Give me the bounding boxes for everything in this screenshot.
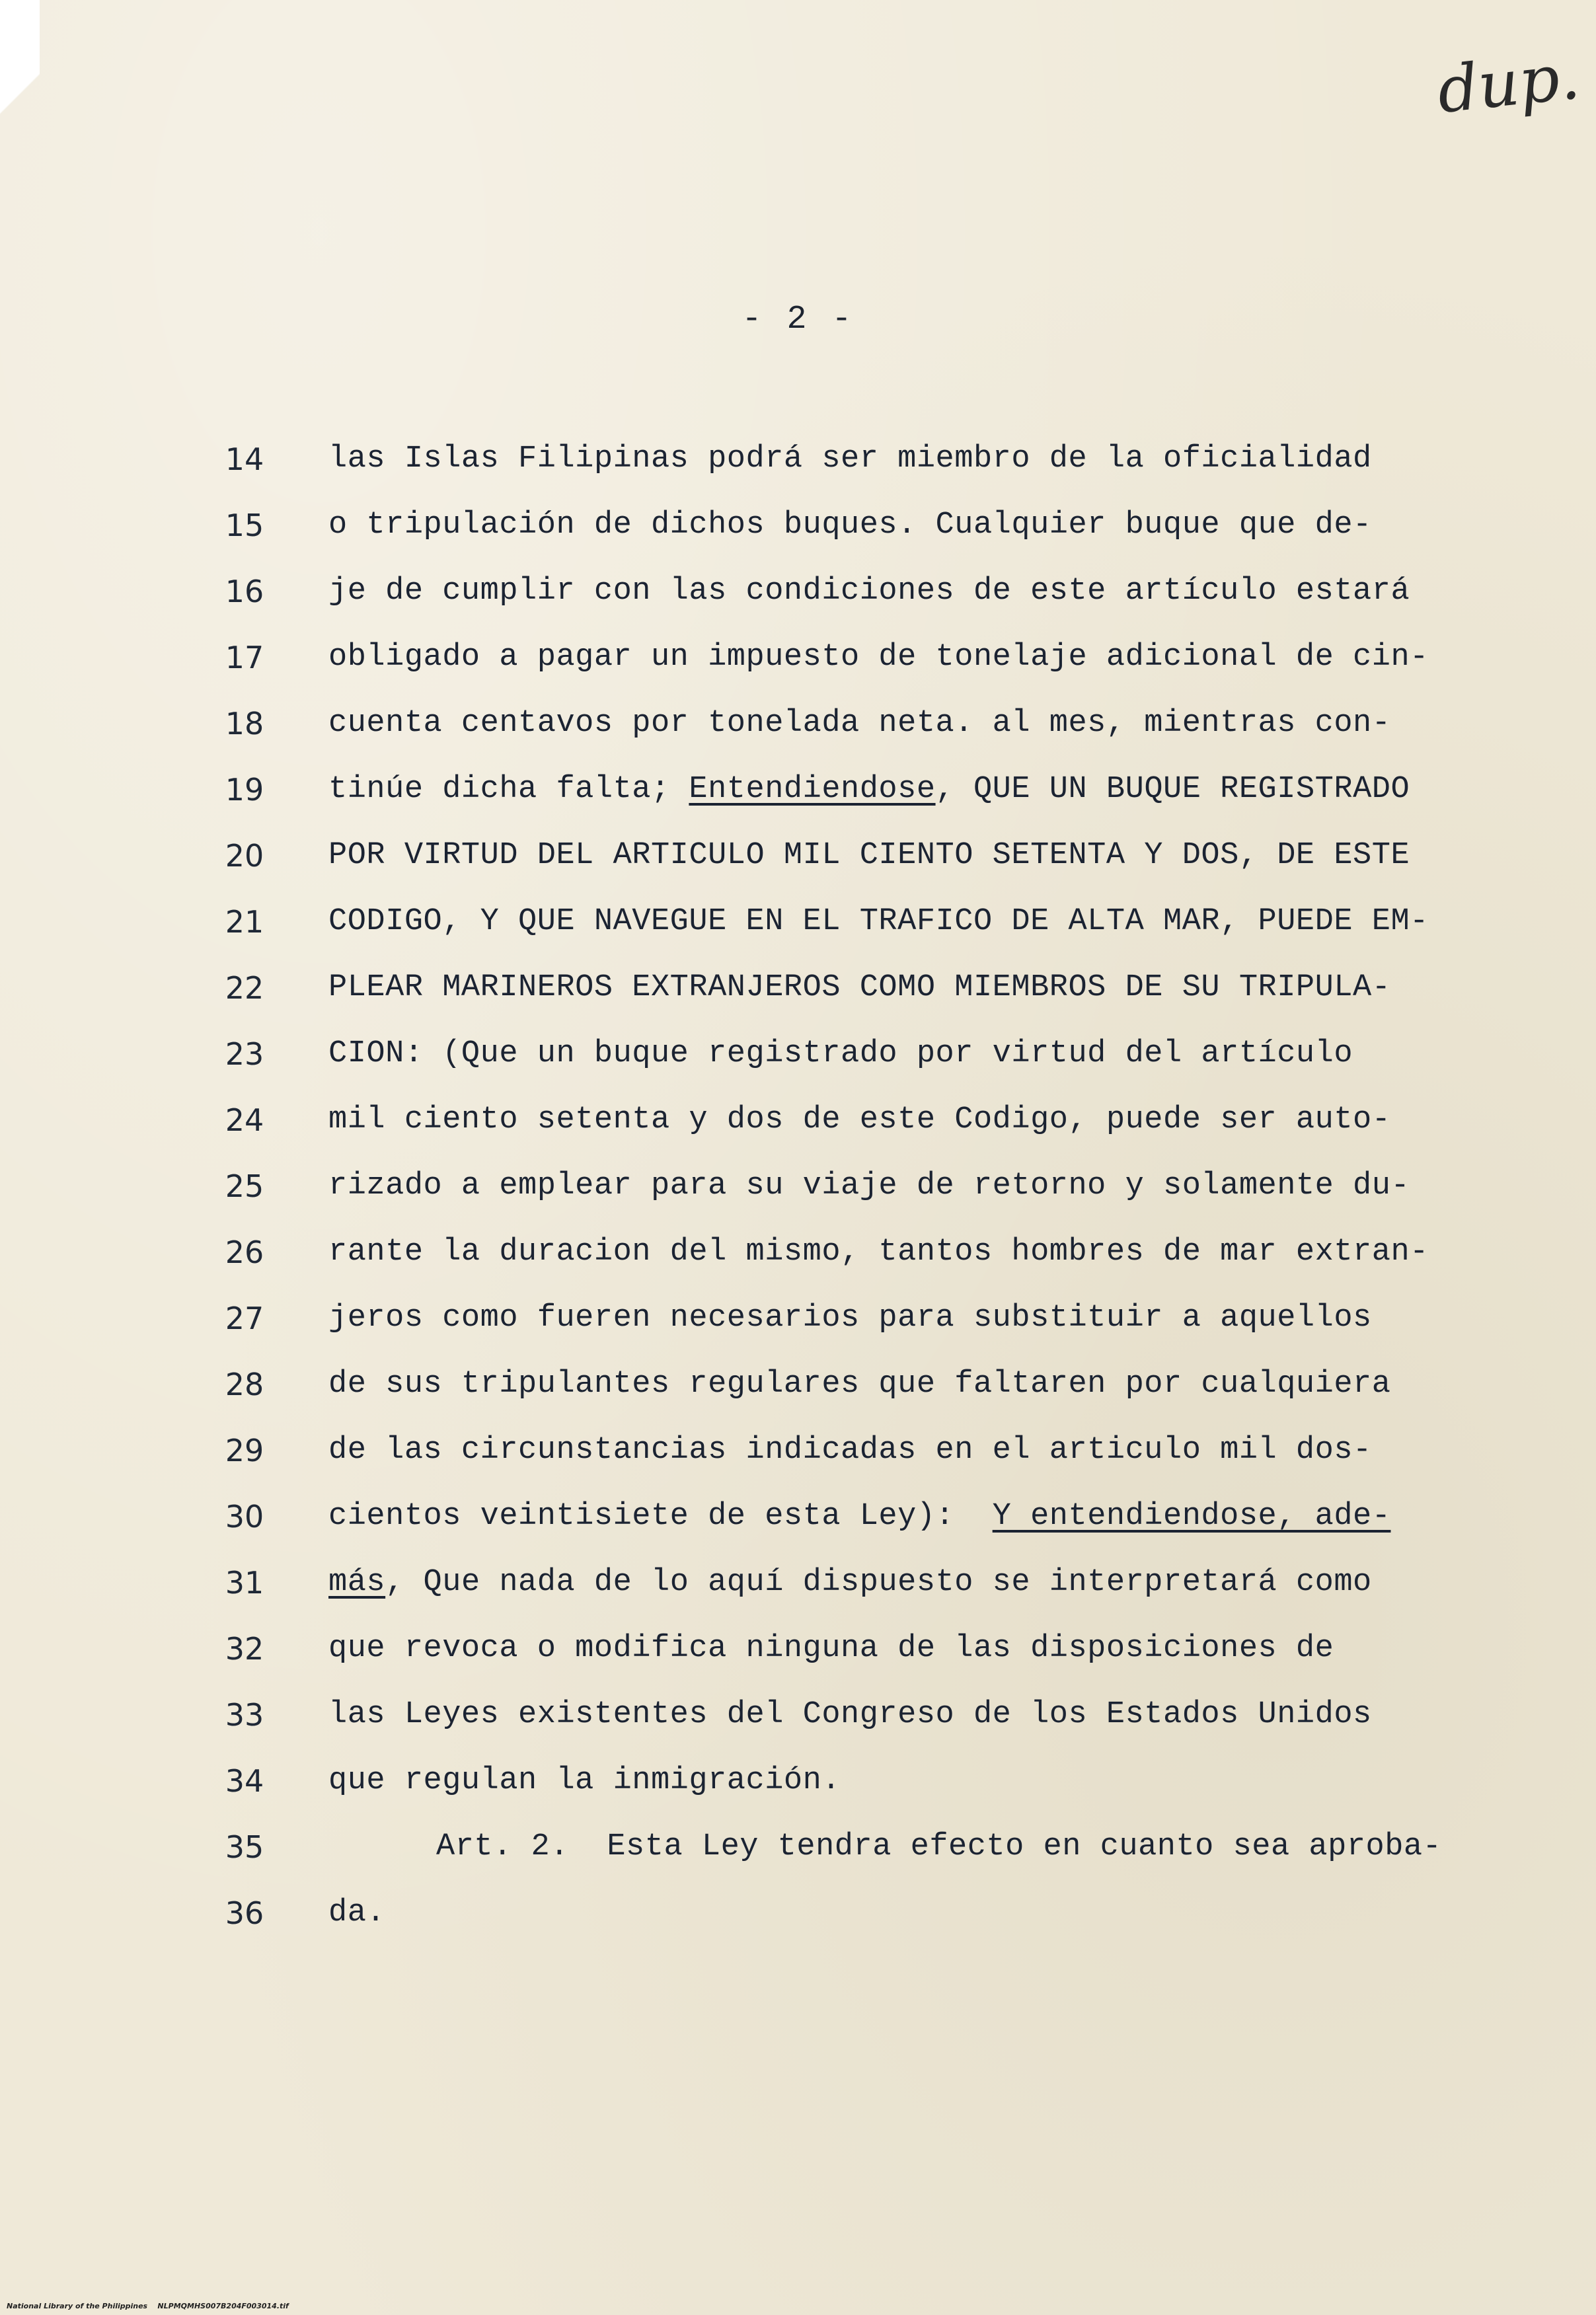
text-line: da. (328, 1895, 386, 1930)
underlined-term: más (328, 1565, 386, 1600)
text-line: de sus tripulantes regulares que faltaren por cualquiera (328, 1367, 1391, 1402)
text-line: Art. 2. Esta Ley tendra efecto en cuanto sea aproba- (436, 1829, 1442, 1864)
text-line: las Islas Filipinas podrá ser miembro de la oficialidad (328, 441, 1372, 476)
text-segment: tinúe dicha falta; (328, 772, 689, 807)
text-line: que revoca o modifica ninguna de las disposiciones de (328, 1631, 1334, 1666)
line-number: 30 (225, 1499, 264, 1535)
line-number: 29 (225, 1433, 264, 1468)
text-segment: cientos veintisiete de esta Ley): (328, 1499, 993, 1534)
text-line: o tripulación de dichos buques. Cualquier buque que de- (328, 508, 1372, 543)
line-number: 31 (225, 1565, 264, 1601)
text-line: CODIGO, Y QUE NAVEGUE EN EL TRAFICO DE ALTA MAR, PUEDE EM- (328, 904, 1429, 939)
line-number: 21 (225, 904, 264, 940)
text-segment: , Que nada de lo aquí dispuesto se interpretará como (385, 1565, 1372, 1600)
text-line: je de cumplir con las condiciones de este artículo estará (328, 574, 1410, 609)
line-number: 20 (225, 838, 264, 874)
text-line: PLEAR MARINEROS EXTRANJEROS COMO MIEMBROS DE SU TRIPULA- (328, 970, 1391, 1005)
page-corner (0, 0, 40, 165)
text-line: obligado a pagar un impuesto de tonelaje adicional de cin- (328, 640, 1429, 675)
text-line: cuenta centavos por tonelada neta. al mes, mientras con- (328, 706, 1391, 741)
line-number: 26 (225, 1234, 264, 1270)
line-number: 28 (225, 1367, 264, 1402)
line-number: 33 (225, 1697, 264, 1733)
text-line: rizado a emplear para su viaje de retorno y solamente du- (328, 1168, 1410, 1203)
line-number: 24 (225, 1102, 264, 1138)
line-number: 34 (225, 1763, 264, 1799)
line-number: 25 (225, 1168, 264, 1204)
text-line (328, 772, 1410, 807)
text-line: mil ciento setenta y dos de este Codigo, puede ser auto- (328, 1102, 1391, 1137)
line-number: 22 (225, 970, 264, 1006)
text-line (328, 1499, 1390, 1534)
line-number: 23 (225, 1036, 264, 1072)
line-number: 14 (225, 441, 264, 477)
text-line: CION: (Que un buque registrado por virtud del artículo (328, 1036, 1353, 1071)
text-line: las Leyes existentes del Congreso de los Estados Unidos (328, 1697, 1372, 1732)
archive-footer: National Library of the Philippines NLPMQMHS007B204F003014.tif (7, 2302, 289, 2310)
line-number: 27 (225, 1301, 264, 1336)
page-number: - 2 - (741, 301, 855, 338)
text-line: jeros como fueren necesarios para substituir a aquellos (328, 1301, 1372, 1336)
underlined-term: Entendiendose (689, 772, 936, 807)
text-line: rante la duracion del mismo, tantos hombres de mar extran- (328, 1234, 1429, 1270)
text-line: que regulan la inmigración. (328, 1763, 841, 1798)
text-line: POR VIRTUD DEL ARTICULO MIL CIENTO SETENTA Y DOS, DE ESTE (328, 838, 1410, 873)
handwritten-annotation: dup. (1433, 39, 1583, 128)
line-number: 35 (225, 1829, 264, 1865)
text-segment: , QUE UN BUQUE REGISTRADO (935, 772, 1410, 807)
line-number: 18 (225, 706, 264, 741)
text-line (328, 1565, 1372, 1600)
line-number: 32 (225, 1631, 264, 1667)
line-number: 15 (225, 508, 264, 543)
underlined-term: Y entendiendose, ade- (992, 1499, 1391, 1534)
line-number: 19 (225, 772, 264, 808)
line-number: 36 (225, 1895, 264, 1931)
text-line: de las circunstancias indicadas en el articulo mil dos- (328, 1433, 1372, 1468)
line-number: 17 (225, 640, 264, 675)
line-number: 16 (225, 574, 264, 609)
